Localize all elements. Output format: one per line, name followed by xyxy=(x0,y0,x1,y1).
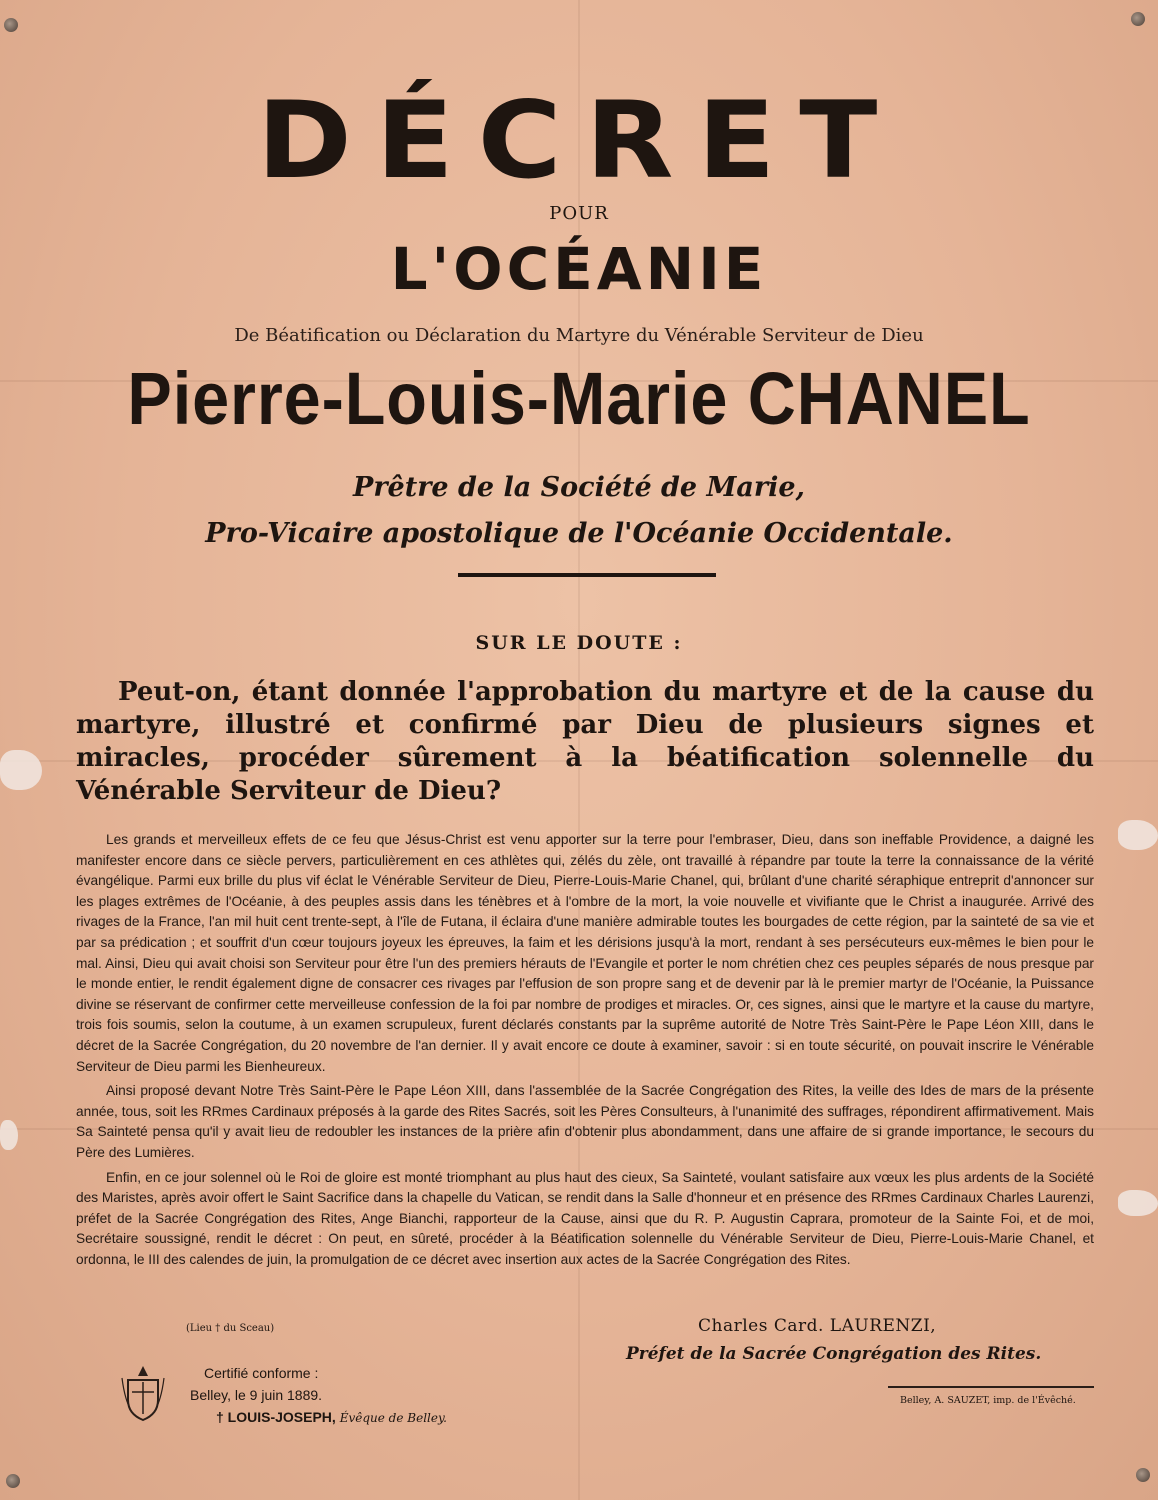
pin-icon xyxy=(1131,12,1145,26)
role-line-1: Prêtre de la Société de Marie, xyxy=(353,472,805,503)
paper-tear xyxy=(1118,1190,1158,1216)
certification xyxy=(190,1362,447,1429)
bishop-name: † LOUIS-JOSEPH, xyxy=(216,1409,336,1425)
body-paragraph: Enfin, en ce jour solennel où le Roi de gloire est monté triomphant au plus haut des cieux, Sa Sainteté, voulant satisfaire aux vœux les plus ardents de la Société des Maristes, après avoir offert le Saint Sacrifice dans la chapelle du Vatican, se rendit dans la Salle d'honneur et en présence des RRmes Cardinaux Charles Laurenzi, préfet de la Sacrée Congrégation des Rites, Ange Bianchi, rapporteur de la Cause, ainsi que du R. P. Augustin Caprara, promoteur de la Sainte Foi, et de moi, Secrétaire soussigné, rendit le décret : On peut, en sûreté, procéder à la Béatification solennelle du Vénérable Serviteur de Dieu, Pierre-Louis-Marie Chanel, et ordonna, le III des calendes de juin, la promulgation de ce décret avec insertion aux actes de la Sacrée Congrégation des Rites. xyxy=(76,1169,1094,1267)
signatory-title: Préfet de la Sacrée Congrégation des Rites. xyxy=(626,1344,1042,1364)
decree-body xyxy=(76,830,1094,1274)
paper-tear xyxy=(0,750,42,790)
venerable-name: Pierre-Louis-Marie CHANEL xyxy=(127,357,1031,440)
signatory-name: Charles Card. LAURENZI, xyxy=(698,1316,937,1336)
body-paragraph: Les grands et merveilleux effets de ce feu que Jésus-Christ est venu apporter sur la terre pour l'embraser, Dieu, dans son ineffable Providence, a daigné les manifester encore dans ce siècle pervers, particulièrement en ces athlètes qui, zélés du zèle, ont travaillé à répandre par toute la terre la connaissance de la vérité évangélique. Parmi eux brille du plus vif éclat le Vénérable Serviteur de Dieu, Pierre-Louis-Marie Chanel, qui, brûlant d'une charité séraphique entreprit d'annoncer sur les plages extrêmes de l'Océanie, à des peuples assis dans les ténèbres et à l'ombre de la mort, la voie nouvelle et vivifiante que le Christ a inaugurée. Arrivé des rivages de la France, l'an mil huit cent trente-sept, à l'île de Futana, il éclaira d'une manière admirable toutes les bourgades de cette région, par la sainteté de sa vie et par sa prédication ; et souffrit d'un cœur toujours joyeux les épreuves, la faim et les dérisions jusqu'à la mort, rendant à ses persécuteurs eux-mêmes le bien pour le mal. Ainsi, Dieu qui avait choisi son Serviteur pour être l'un des premiers hérauts de l'Evangile et porter le nom chrétien chez ces peuples séparés de nous presque par le monde entier, le rendit également digne de consacrer ces rivages par l'effusion de son propre sang et de devenir par là le premier martyr de l'Océanie, la Puissance divine se réservant de confirmer cette merveilleuse confession de la foi par nombre de prodiges et miracles. Or, ces signes, ainsi que le martyre et la cause du martyre, trois fois soumis, selon la coutume, à un examen scrupuleux, furent déclarés constants par la suprême autorité de Notre Très Saint-Père le Pape Léon XIII, dans le décret de la Sacrée Congrégation, du 20 novembre de l'an dernier. Il y avait encore ce doute à examiner, savoir : si en toute sécurité, on pouvait inscrire le Vénérable Serviteur de Dieu parmi les Bienheureux. xyxy=(76,832,1094,1074)
decree-title: DÉCRET xyxy=(256,79,902,202)
divider xyxy=(888,1386,1094,1388)
bishop-title: Évêque de Belley. xyxy=(339,1411,447,1425)
pin-icon xyxy=(6,1474,20,1488)
pour-label: POUR xyxy=(549,203,609,224)
paper-tear xyxy=(1118,820,1158,850)
body-paragraph: Ainsi proposé devant Notre Très Saint-Père le Pape Léon XIII, dans l'assemblée de la Sacrée Congrégation des Rites, la veille des Ides de mars de la présente année, tous, soit les RRmes Cardinaux préposés à la garde des Rites Sacrés, soit les Pères Consulteurs, à l'unanimité des suffrages, répondirent affirmativement. Mais Sa Sainteté pensa qu'il y avait lieu de redoubler les instances de la prière afin d'obtenir plus abondamment, dans une affaire de si grande importance, le secours du Père des Lumières. xyxy=(76,1083,1094,1160)
seal-note: (Lieu † du Sceau) xyxy=(186,1323,275,1334)
cert-line-1: Certifié conforme : xyxy=(204,1365,319,1381)
doubt-heading: SUR LE DOUTE : xyxy=(475,632,683,654)
pin-icon xyxy=(4,18,18,32)
divider xyxy=(458,573,716,577)
coat-of-arms-icon xyxy=(120,1364,166,1422)
cert-line-2: Belley, le 9 juin 1889. xyxy=(190,1387,323,1403)
role-line-2: Pro-Vicaire apostolique de l'Océanie Occidentale. xyxy=(205,518,953,549)
doubt-question: Peut-on, étant donnée l'approbation du martyre et de la cause du martyre, illustré et confirmé par Dieu de plusieurs signes et miracles, procéder sûrement à la béatification solennelle du Vénérable Serviteur de Dieu? xyxy=(76,677,1094,806)
paper-tear xyxy=(0,1120,18,1150)
decree-subtitle: De Béatification ou Déclaration du Martyre du Vénérable Serviteur de Dieu xyxy=(234,325,924,346)
pin-icon xyxy=(1136,1468,1150,1482)
printer-credit: Belley, A. SAUZET, imp. de l'Évêché. xyxy=(900,1395,1076,1406)
place-heading: L'OCÉANIE xyxy=(390,235,768,303)
cert-line-3 xyxy=(190,1406,447,1429)
